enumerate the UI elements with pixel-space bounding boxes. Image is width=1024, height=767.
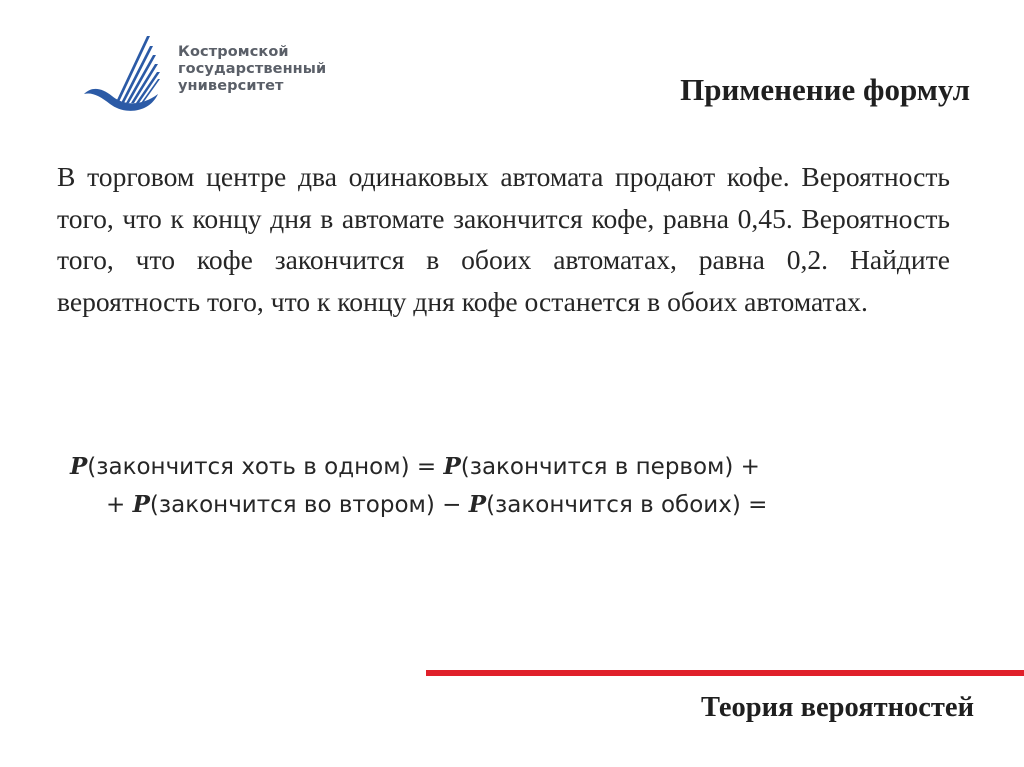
university-name <box>178 44 326 95</box>
formula-term: + <box>106 492 133 518</box>
formula-term: (закончится хоть в одном) = <box>87 454 444 480</box>
probability-symbol: P <box>70 453 88 480</box>
university-emblem-icon <box>80 32 180 122</box>
course-title: Теория вероятностей <box>700 692 974 723</box>
university-name-line-1: Костромской <box>178 44 289 60</box>
probability-symbol: P <box>132 491 150 518</box>
formula-line-2 <box>0 486 1024 524</box>
university-name-line-2: государственный <box>178 61 327 77</box>
footer-accent-bar <box>426 670 1024 676</box>
formula-line-1 <box>0 448 1024 486</box>
university-name-line-3: университет <box>178 78 284 94</box>
formula-term: (закончится в первом) + <box>460 454 760 480</box>
formula-term: (закончится в обоих) = <box>486 492 768 518</box>
formula-term: (закончится во втором) − <box>149 492 469 518</box>
probability-formula <box>0 448 1024 524</box>
problem-statement: В торговом центре два одинаковых автомата продают кофе. Вероятность того, что к концу дня в автомате закончится кофе, равна 0,45. Вероятность того, что кофе закончится в обоих автоматах, равна 0,2. Найдите вероятность того, что к концу дня кофе останется в обоих автоматах. <box>57 161 950 317</box>
university-logo <box>80 32 350 122</box>
probability-symbol: P <box>443 453 461 480</box>
slide-title: Применение формул <box>680 72 970 107</box>
probability-symbol: P <box>468 491 487 518</box>
